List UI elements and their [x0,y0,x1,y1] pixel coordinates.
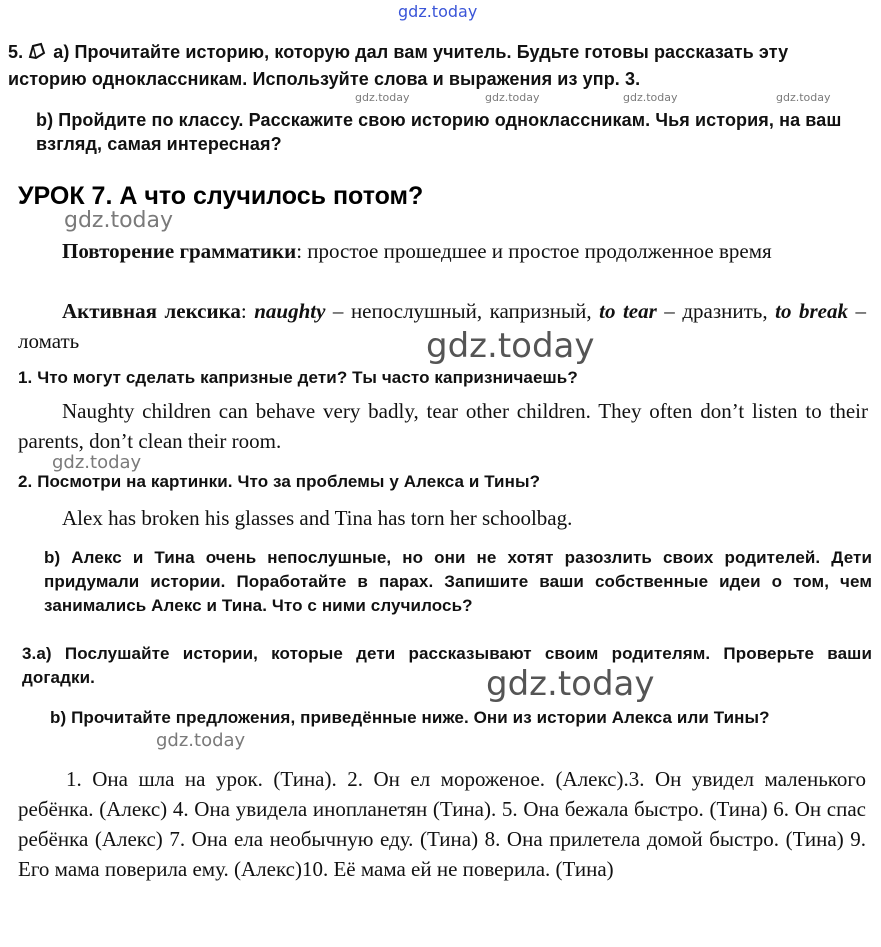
grammar-line [18,236,866,266]
grammar-text: : простое прошедшее и простое продолженное время [296,239,772,263]
watermark-small: gdz.today [485,91,540,104]
q3-answer: 1. Она шла на урок. (Тина). 2. Он ел мороженое. (Алекс).3. Он увидел маленького ребёнка. (Алекс) 4. Она увидела инопланетян (Тина). 5. Она бежала быстро. (Тина) 6. Он спас ребёнка (Алекс) 7. Она ела необычную еду. (Тина) 8. Она прилетела домой быстро. (Тина) 9. Его мама поверила ему. (Алекс)10. Её мама ей не поверила. (Тина) [18,767,866,881]
word-to-tear: to tear [599,299,657,323]
def-naughty: – непослушный, капризный, [325,299,600,323]
watermark-large: gdz.today [426,326,595,366]
vocab-sep: : [240,299,255,323]
task5-a [8,40,870,91]
q1-answer: Naughty children can behave very badly, tear other children. They often don’t listen to their parents, don’t clean their room. [18,399,868,453]
watermark-small: gdz.today [623,91,678,104]
watermark-large: gdz.today [486,664,655,704]
word-naughty: naughty [254,299,326,323]
vocab-label: Активная лексика [62,299,241,323]
watermark-small: gdz.today [355,91,410,104]
task5-a-text: a) Прочитайте историю, которую дал вам учитель. Будьте готовы рассказать эту историю одноклассникам. Используйте слова и выражения из упр. 3. [8,42,789,89]
lesson-title: УРОК 7. А что случилось потом? [18,182,424,210]
grammar-label: Повторение грамматики [62,239,297,263]
q3-a: 3.a) Послушайте истории, которые дети рассказывают своим родителям. Проверьте ваши догадки. [22,644,872,687]
def-to-break: – ломать [18,299,866,353]
watermark-small: gdz.today [776,91,831,104]
pencil-icon [27,41,47,67]
q2-question: 2. Посмотри на картинки. Что за проблемы у Алекса и Тины? [18,472,541,491]
def-to-tear: – дразнить, [656,299,776,323]
q2-answer: Alex has broken his glasses and Tina has torn her schoolbag. [62,506,573,530]
task5-number: 5. [8,42,24,62]
q2-b: b) Алекс и Тина очень непослушные, но они не хотят разозлить своих родителей. Дети придумали истории. Поработайте в парах. Запишите ваши собственные идеи о том, чем занимались Алекс и Тина. Что с ними случилось? [44,548,872,615]
watermark-medium: gdz.today [156,730,246,751]
q3-b: b) Прочитайте предложения, приведённые ниже. Они из истории Алекса или Тины? [50,708,770,727]
task5-b: b) Пройдите по классу. Расскажите свою историю одноклассникам. Чья история, на ваш взгляд, самая интересная? [36,110,842,154]
q1-question: 1. Что могут сделать капризные дети? Ты часто капризничаешь? [18,368,578,387]
word-to-break: to break [775,299,848,323]
watermark-medium: gdz.today [52,452,142,473]
watermark-top: gdz.today [398,2,478,21]
watermark-medium: gdz.today [64,208,174,233]
